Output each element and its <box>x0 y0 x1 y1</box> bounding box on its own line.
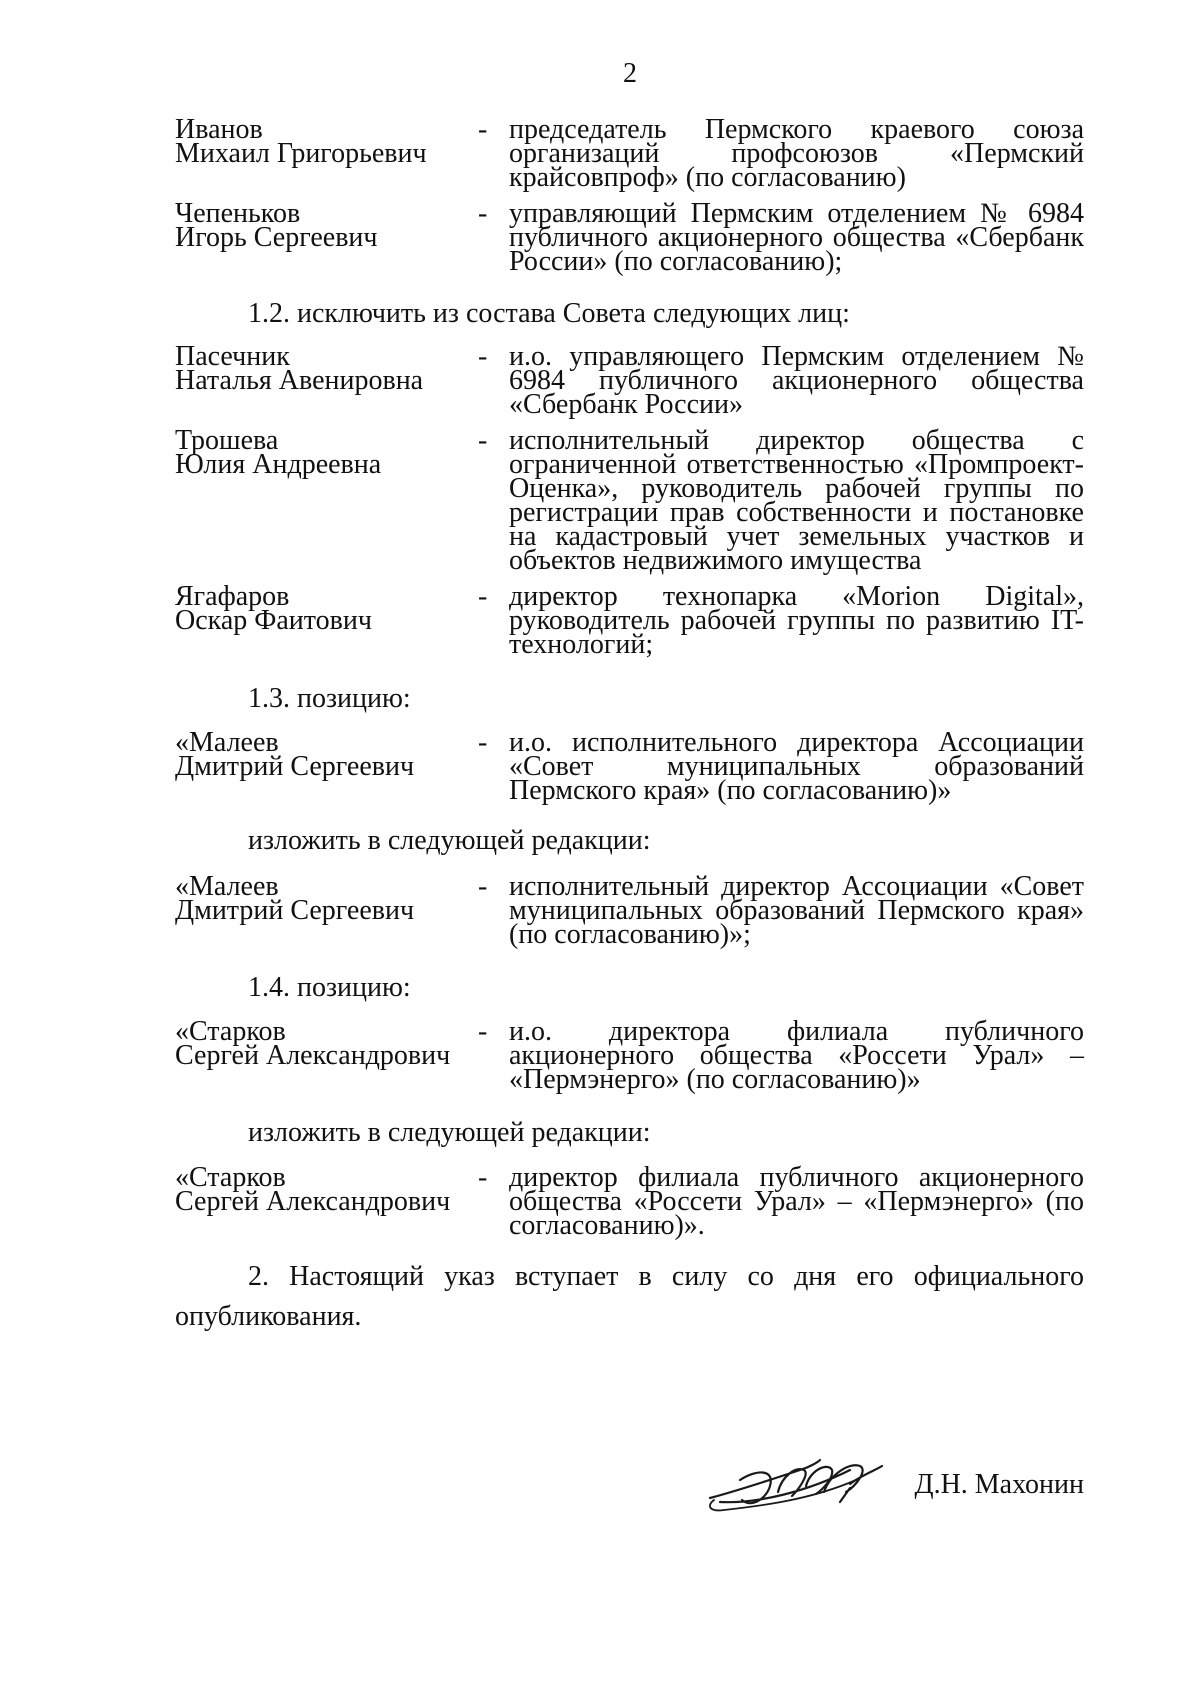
member-description: исполнительный директор общества с ограниченной ответственностью «Промпроект-Оценка», руководитель рабочей группы по регистрации прав собственности и постановке на кадастровый учет земельных участков и объектов недвижимого имущества <box>509 425 1084 576</box>
clause-1-4: 1.4. позицию: <box>248 972 411 1003</box>
member-surname: «Малеев <box>175 727 279 758</box>
member-name <box>175 727 475 782</box>
member-dash: - <box>478 727 488 758</box>
signer-name: Д.Н. Махонин <box>914 1469 1084 1500</box>
member-dash: - <box>478 425 488 456</box>
member-description: директор технопарка «Morion Digital», руководитель рабочей группы по развитию IT-технологий; <box>509 581 1084 660</box>
restate-label-2: изложить в следующей редакции: <box>248 1117 651 1148</box>
member-name <box>175 581 475 636</box>
member-dash: - <box>478 198 488 229</box>
member-surname: «Малеев <box>175 871 279 902</box>
member-name <box>175 114 475 169</box>
member-description: управляющий Пермским отделением № 6984 публичного акционерного общества «Сбербанк России» (по согласованию); <box>509 198 1084 277</box>
member-dash: - <box>478 871 488 902</box>
member-surname: Пасечник <box>175 341 290 372</box>
clause-2: 2. Настоящий указ вступает в силу со дня его официального опубликования. <box>175 1261 1084 1332</box>
handwritten-signature-icon <box>700 1440 890 1520</box>
member-description: и.о. исполнительного директора Ассоциации «Совет муниципальных образований Пермского края» (по согласованию)» <box>509 727 1084 806</box>
member-given-name: Дмитрий Сергеевич <box>175 751 415 782</box>
member-dash: - <box>478 1162 488 1193</box>
restate-label-1: изложить в следующей редакции: <box>248 825 651 856</box>
member-given-name: Дмитрий Сергеевич <box>175 895 415 926</box>
member-name <box>175 1016 475 1071</box>
member-given-name: Сергей Александрович <box>175 1186 451 1217</box>
member-name <box>175 341 475 396</box>
member-surname: Чепеньков <box>175 198 301 229</box>
member-given-name: Наталья Авенировна <box>175 365 424 396</box>
member-given-name: Михаил Григорьевич <box>175 138 427 169</box>
member-surname: Иванов <box>175 114 263 145</box>
member-name <box>175 871 475 926</box>
member-surname: Трошева <box>175 425 279 456</box>
member-given-name: Игорь Сергеевич <box>175 222 378 253</box>
member-dash: - <box>478 114 488 145</box>
member-surname: «Старков <box>175 1016 286 1047</box>
member-name <box>175 1162 475 1217</box>
member-description: и.о. управляющего Пермским отделением № 6984 публичного акционерного общества «Сбербанк России» <box>509 341 1084 420</box>
member-dash: - <box>478 581 488 612</box>
member-description: председатель Пермского краевого союза организаций профсоюзов «Пермский крайсовпроф» (по согласованию) <box>509 114 1084 193</box>
member-given-name: Сергей Александрович <box>175 1040 451 1071</box>
member-surname: «Старков <box>175 1162 286 1193</box>
member-description: директор филиала публичного акционерного общества «Россети Урал» – «Пермэнерго» (по согласованию)». <box>509 1162 1084 1241</box>
member-description: исполнительный директор Ассоциации «Совет муниципальных образований Пермского края» (по согласованию)»; <box>509 871 1084 950</box>
clause-1-3: 1.3. позицию: <box>248 683 411 714</box>
page-number: 2 <box>623 58 637 89</box>
member-dash: - <box>478 1016 488 1047</box>
member-given-name: Юлия Андреевна <box>175 449 382 480</box>
clause-1-2: 1.2. исключить из состава Совета следующих лиц: <box>248 298 850 329</box>
member-name <box>175 198 475 253</box>
member-surname: Ягафаров <box>175 581 290 612</box>
member-given-name: Оскар Фаитович <box>175 605 372 636</box>
member-dash: - <box>478 341 488 372</box>
member-name <box>175 425 475 480</box>
member-description: и.о. директора филиала публичного акционерного общества «Россети Урал» – «Пермэнерго» (по согласованию)» <box>509 1016 1084 1095</box>
